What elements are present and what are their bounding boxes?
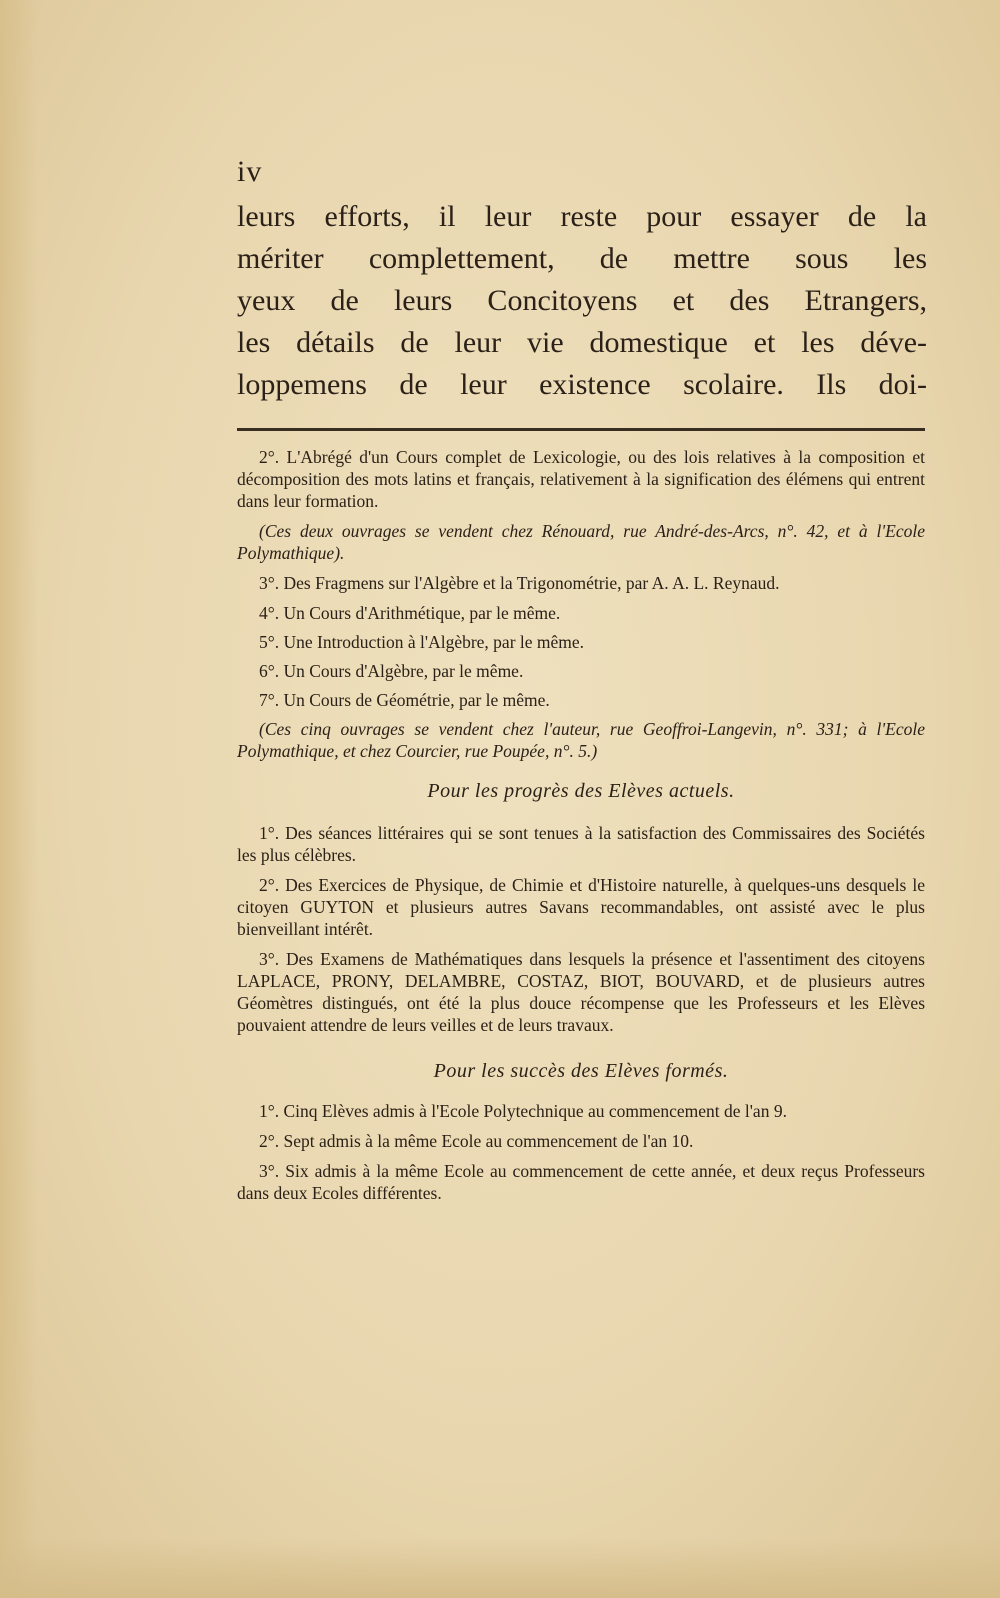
section-heading-success: Pour les succès des Elèves formés. (433, 1060, 729, 1082)
separator-rule (237, 428, 925, 431)
note-sale-info-2: (Ces cinq ouvrages se vendent chez l'auteur, rue Geoffroi-Langevin, n°. 331; à l'Ecole Polymathique, et chez Courcier, rue Poupée, n°. 5.) (237, 719, 925, 761)
main-text-line: mériter complettement, de mettre sous les (237, 242, 927, 275)
note-item-2: 2°. L'Abrégé d'un Cours complet de Lexicologie, ou des lois relatives à la composition et décomposition des mots latins et français, relativement à la signification des élémens qui entrent dans leur formation. (237, 447, 925, 511)
note-item-7: 7°. Un Cours de Géométrie, par le même. (259, 690, 550, 710)
section-heading-progress: Pour les progrès des Elèves actuels. (427, 780, 735, 802)
main-text-line: loppemens de leur existence scolaire. Ils doi- (237, 368, 927, 401)
page-number: iv (237, 155, 263, 188)
main-text-line: yeux de leurs Concitoyens et des Etrangers, (237, 284, 927, 317)
note-sale-info-1: (Ces deux ouvrages se vendent chez Rénouard, rue André-des-Arcs, n°. 42, et à l'Ecole Polymathique). (237, 521, 925, 563)
note-item-3: 3°. Des Fragmens sur l'Algèbre et la Trigonométrie, par A. A. L. Reynaud. (259, 573, 780, 593)
footnotes (237, 446, 925, 1212)
note-item-6: 6°. Un Cours d'Algèbre, par le même. (259, 661, 524, 681)
success-item-1: 1°. Cinq Elèves admis à l'Ecole Polytechnique au commencement de l'an 9. (259, 1101, 787, 1121)
main-text-block (237, 196, 927, 406)
progress-item-2: 2°. Des Exercices de Physique, de Chimie et d'Histoire naturelle, à quelques-uns desquels le citoyen GUYTON et plusieurs autres Savans recommandables, ont assisté avec le plus bienveillant intérêt. (237, 875, 925, 939)
main-text-line: leurs efforts, il leur reste pour essayer de la (237, 200, 927, 233)
progress-item-1: 1°. Des séances littéraires qui se sont tenues à la satisfaction des Commissaires des Sociétés les plus célèbres. (237, 823, 925, 865)
success-item-2: 2°. Sept admis à la même Ecole au commencement de l'an 10. (259, 1131, 694, 1151)
success-item-3: 3°. Six admis à la même Ecole au commencement de cette année, et deux reçus Professeurs dans deux Ecoles différentes. (237, 1161, 925, 1203)
note-item-4: 4°. Un Cours d'Arithmétique, par le même. (259, 603, 561, 623)
page-edge-shadow (0, 0, 38, 1598)
note-item-5: 5°. Une Introduction à l'Algèbre, par le même. (259, 632, 585, 652)
main-text-line: les détails de leur vie domestique et les déve- (237, 326, 927, 359)
progress-item-3: 3°. Des Examens de Mathématiques dans lesquels la présence et l'assentiment des citoyens LAPLACE, PRONY, DELAMBRE, COSTAZ, BIOT, BOUVARD, et de plusieurs autres Géomètres distingués, ont été la plus douce récompense que les Professeurs et les Elèves pouvaient attendre de leurs veilles et de leurs travaux. (237, 949, 925, 1035)
page-bottom-shadow (0, 1538, 1000, 1598)
